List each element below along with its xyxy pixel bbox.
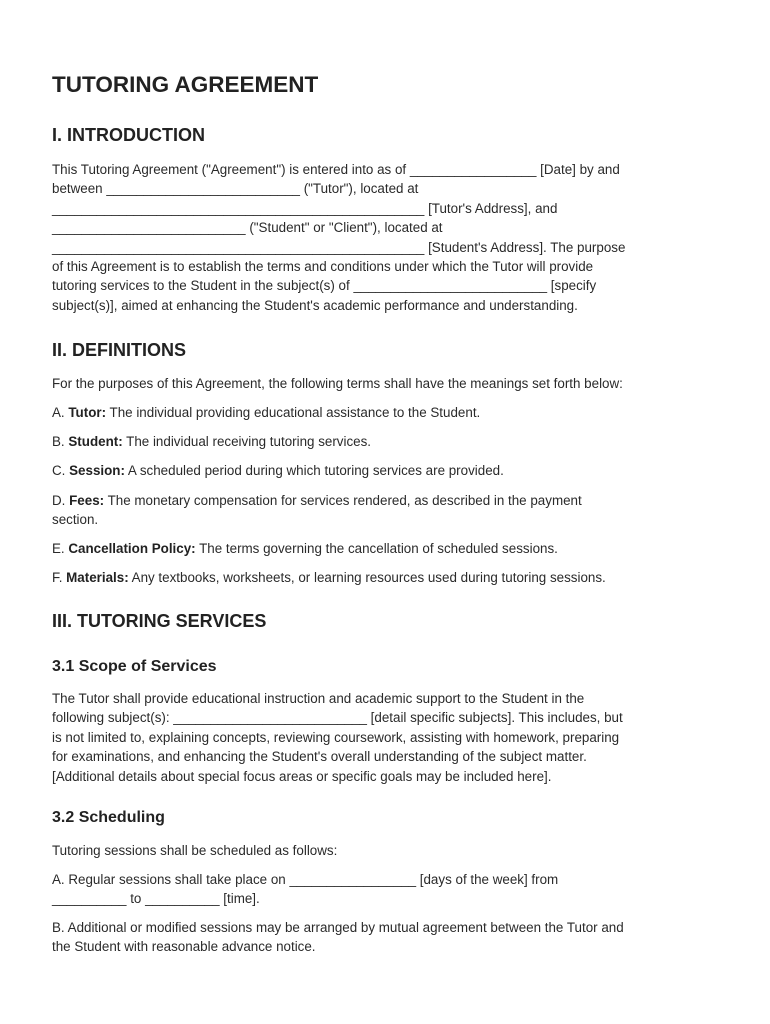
text-line: between __________________________ ("Tutor"), located at <box>52 181 419 197</box>
item-prefix: E. <box>52 541 69 556</box>
text-line: __________________________ ("Student" or "Client"), located at <box>52 220 443 236</box>
definitions-intro <box>52 374 623 393</box>
document-title: TUTORING AGREEMENT <box>52 72 319 97</box>
text-line: of this Agreement is to establish the terms and conditions under which the Tutor will provide <box>52 259 594 275</box>
text-line: __________ to __________ [time]. <box>52 891 260 907</box>
section-heading-tutoring-services: III. TUTORING SERVICES <box>52 611 267 631</box>
definition-term: Tutor: <box>68 405 107 420</box>
item-prefix: B. <box>52 434 69 449</box>
text-line: __________________________________________________ [Tutor's Address], and <box>52 200 558 216</box>
definition-item-cancellation-policy <box>52 539 558 558</box>
text-line: This Tutoring Agreement ("Agreement") is entered into as of _________________ [Date] by and <box>52 162 620 177</box>
item-prefix: A. <box>52 405 69 420</box>
text-line: for examinations, and enhancing the Student's overall understanding of the subject matter. <box>52 749 587 765</box>
item-prefix: D. <box>52 493 70 508</box>
text-line: The Tutor shall provide educational instruction and academic support to the Student in the <box>52 691 585 706</box>
scope-paragraph <box>52 689 623 786</box>
definition-text: The individual providing educational assistance to the Student. <box>106 405 481 420</box>
text-line: B. Additional or modified sessions may be arranged by mutual agreement between the Tutor and <box>52 920 624 935</box>
text-line: Tutoring sessions shall be scheduled as follows: <box>52 843 338 858</box>
item-prefix: F. <box>52 570 67 585</box>
text-line: the Student with reasonable advance notice. <box>52 939 316 955</box>
text-line: A. Regular sessions shall take place on _________________ [days of the week] from <box>52 872 559 887</box>
definition-item-tutor <box>52 403 480 422</box>
definition-item-materials <box>52 568 606 587</box>
scheduling-intro <box>52 841 337 860</box>
definition-text: The individual receiving tutoring services. <box>122 434 372 449</box>
definition-text: The terms governing the cancellation of scheduled sessions. <box>195 541 558 556</box>
definition-item-student <box>52 432 371 451</box>
definition-text: The monetary compensation for services rendered, as described in the payment <box>104 493 582 508</box>
section-heading-introduction: I. INTRODUCTION <box>52 125 205 145</box>
definition-text: Any textbooks, worksheets, or learning resources used during tutoring sessions. <box>128 570 606 585</box>
scheduling-item-b <box>52 918 624 957</box>
definition-term: Materials: <box>66 570 129 585</box>
text-line: is not limited to, explaining concepts, reviewing coursework, assisting with homework, preparing <box>52 729 620 745</box>
section-heading-definitions: II. DEFINITIONS <box>52 340 187 360</box>
definition-term: Cancellation Policy: <box>68 541 196 556</box>
subsection-heading-scheduling: 3.2 Scheduling <box>52 809 165 826</box>
text-line: __________________________________________________ [Student's Address]. The purpose <box>52 239 626 255</box>
text-line: subject(s)], aimed at enhancing the Student's academic performance and understanding. <box>52 297 578 313</box>
definition-text: A scheduled period during which tutoring services are provided. <box>124 463 504 478</box>
definition-term: Fees: <box>69 493 105 508</box>
text-line: For the purposes of this Agreement, the following terms shall have the meanings set forth below: <box>52 376 623 391</box>
text-line: [Additional details about special focus areas or specific goals may be included here]. <box>52 768 552 784</box>
item-prefix: C. <box>52 463 70 478</box>
text-line: tutoring services to the Student in the subject(s) of __________________________ [specify <box>52 278 597 294</box>
introduction-paragraph <box>52 160 625 315</box>
definition-item-fees <box>52 491 582 530</box>
subsection-heading-scope: 3.1 Scope of Services <box>52 658 217 675</box>
scheduling-item-a <box>52 870 558 909</box>
definition-item-session <box>52 461 504 480</box>
definition-term: Student: <box>68 434 123 449</box>
definition-text-continued: section. <box>52 512 99 528</box>
definition-term: Session: <box>69 463 125 478</box>
text-line: following subject(s): __________________________ [detail specific subjects]. This includes, but <box>52 710 623 726</box>
